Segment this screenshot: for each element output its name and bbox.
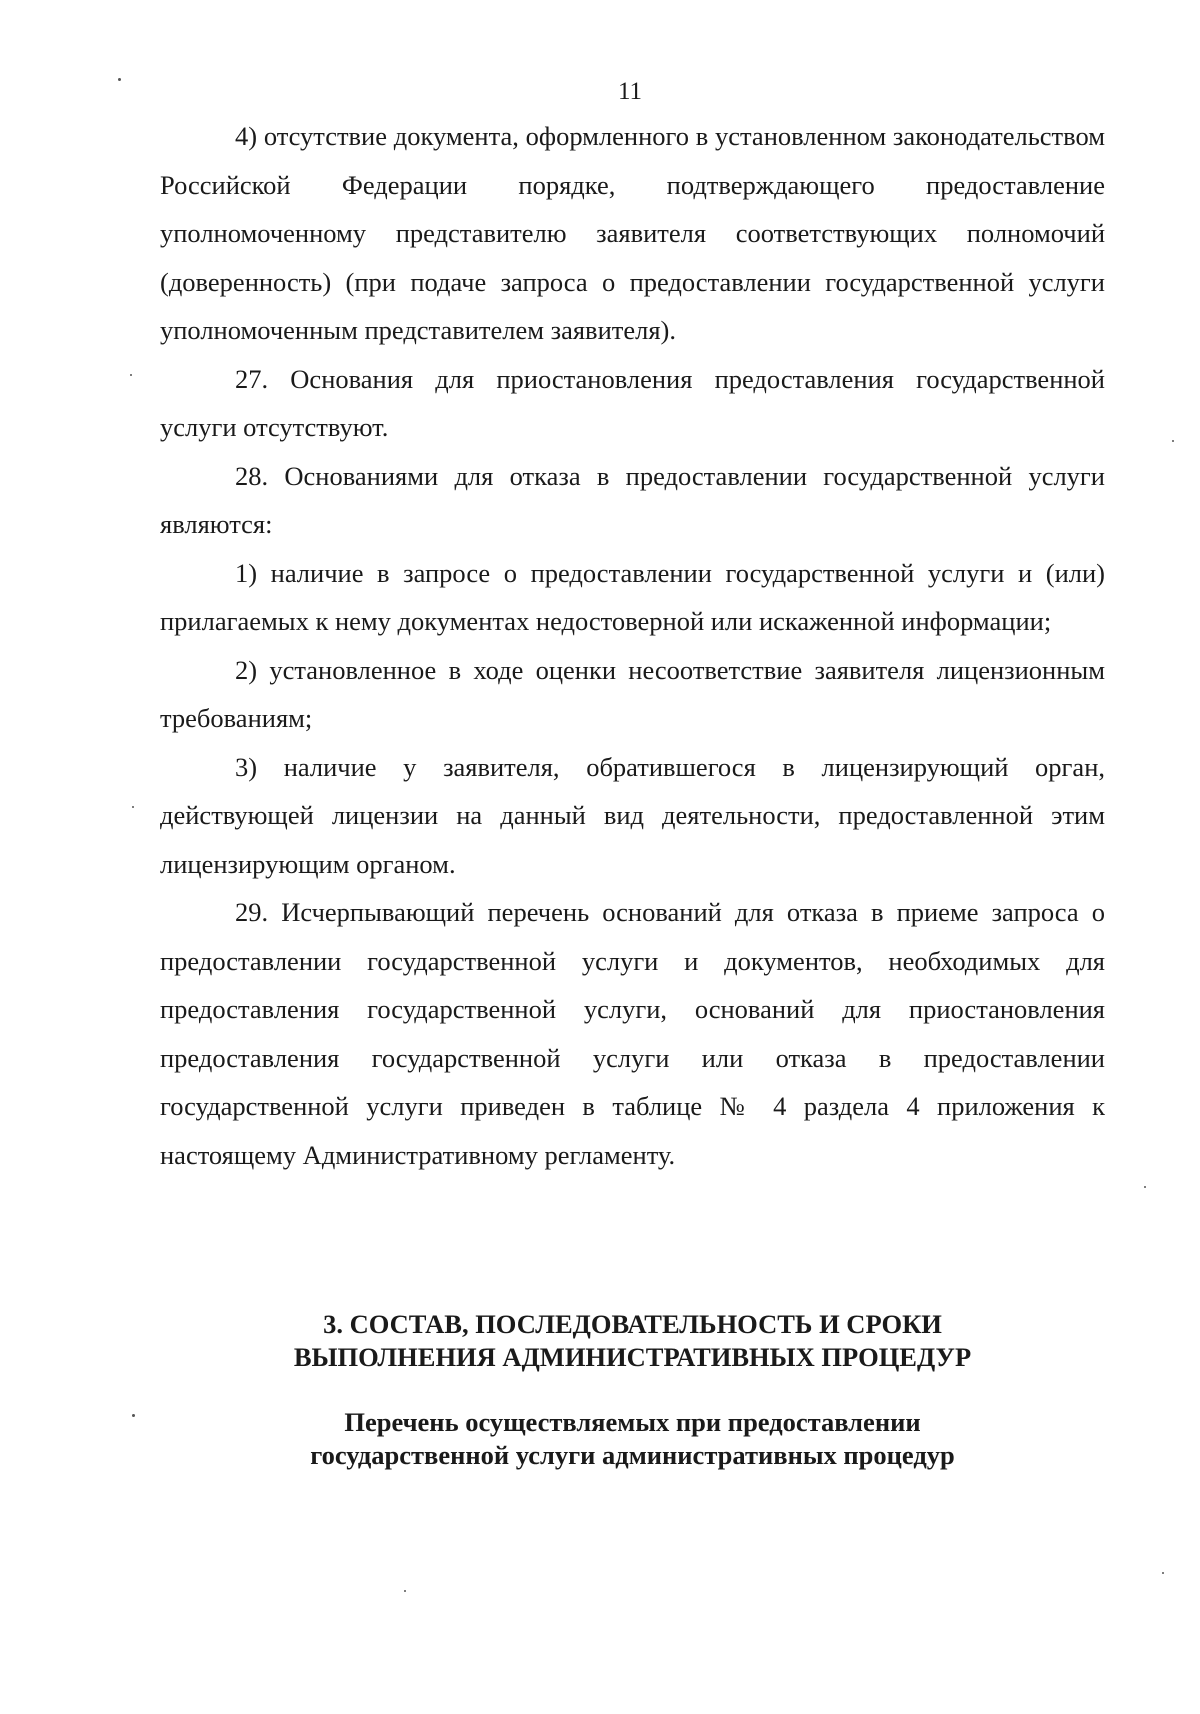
paragraph-28: 28. Основаниями для отказа в предоставлении государственной услуги являются: [160, 460, 1105, 539]
section-title-line-1: 3. СОСТАВ, ПОСЛЕДОВАТЕЛЬНОСТЬ И СРОКИ [323, 1309, 942, 1339]
page-number: 11 [617, 78, 643, 105]
scan-speck [1172, 440, 1174, 442]
scan-speck [404, 1590, 406, 1592]
section-title-line-2: ВЫПОЛНЕНИЯ АДМИНИСТРАТИВНЫХ ПРОЦЕДУР [293, 1342, 972, 1372]
paragraph-28-item-2: 2) установленное в ходе оценки несоответствие заявителя лицензионным требованиям; [160, 654, 1105, 733]
paragraph-27: 27. Основания для приостановления предоставления государственной услуги отсутствуют. [160, 363, 1105, 442]
scan-speck [132, 1414, 135, 1417]
scan-speck [130, 374, 132, 376]
paragraph-item-4: 4) отсутствие документа, оформленного в установленном законодательством Российской Федерации порядке, подтверждающего предоставление уполномоченному представителю заявителя соответствующих полномочий (доверенность) (при подаче запроса о предоставлении государственной услуги уполномоченным представителем заявителя). [160, 121, 1105, 345]
subsection-title-line-1: Перечень осуществляемых при предоставлении [344, 1407, 921, 1437]
section-headings [160, 1308, 1105, 1472]
scan-speck [118, 78, 121, 81]
scan-speck [1162, 1572, 1164, 1574]
scan-speck [132, 806, 134, 808]
scan-speck [1144, 1186, 1146, 1188]
paragraph-28-item-3: 3) наличие у заявителя, обратившегося в лицензирующий орган, действующей лицензии на данный вид деятельности, предоставленной этим лицензирующим органом. [160, 751, 1105, 879]
paragraph-29: 29. Исчерпывающий перечень оснований для отказа в приеме запроса о предоставлении государственной услуги и документов, необходимых для предоставления государственной услуги, оснований для приостановления предоставления государственной услуги или отказа в предоставлении государственной услуги приведен в таблице № 4 раздела 4 приложения к настоящему Административному регламенту. [160, 897, 1105, 1170]
paragraph-28-item-1: 1) наличие в запросе о предоставлении государственной услуги и (или) прилагаемых к нему документах недостоверной или искаженной информации; [160, 557, 1105, 636]
subsection-title-line-2: государственной услуги административных процедур [310, 1440, 955, 1470]
body-text [160, 112, 1105, 1179]
